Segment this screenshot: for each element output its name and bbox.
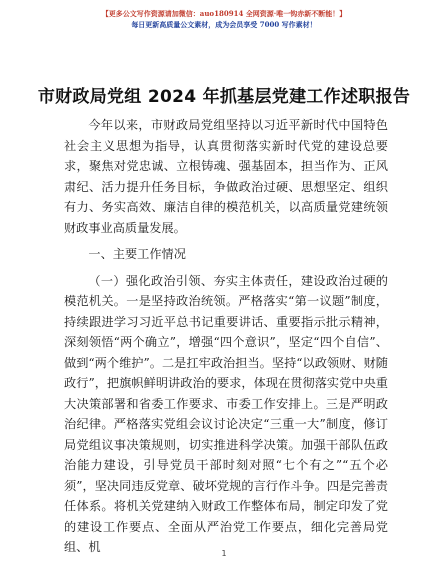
- promo-banner-line1: 【更多公文写作资源请加微信：auo180914 全网资源·唯一钩赤新不断能！】: [101, 9, 347, 18]
- intro-paragraph: 今年以来，市财政局党组坚持以习近平新时代中国特色社会主义思想为指导，认真贯彻落实新时代党的建设总要求，聚焦对党忠诚、立根铸魂、强基固本，担当作为、正风肃纪、活力提升任务目标，争做政治过硬、思想坚定、组织有力、务实高效、廉洁自律的模范机关，以高质量党建统领财政事业高质量发展。: [64, 118, 388, 235]
- body-paragraph: （一）强化政治引领、夯实主体责任，建设政治过硬的模范机关。一是坚持政治统领。严格落实“第一议题”制度，持续跟进学习习近平总书记重要讲话、重要指示批示精神，深刻领悟“两个确立”，增强“四个意识”，坚定“四个自信”、做到“两个维护”。二是扛牢政治担当。坚持“以政领财、财随政行”，把旗帜鲜明讲政治的要求，体现在贯彻落实党中央重大决策部署和省委工作要求、市委工作安排上。三是严明政治纪律。严格落实党组会议讨论决定“三重一大”制度，修订局党组议事决策规则，切实推进科学决策。加强干部队伍政治能力建设，引导党员干部时刻对照“七个有之”“五个必须”，坚决同违反党章、破坏党规的言行作斗争。四是完善责任体系。将机关党建纳入财政工作整体布局，制定印发了党的建设工作要点、全面从严治党工作要点，细化完善局党组、机: [64, 273, 388, 554]
- promo-banner-line2: 每日更新高质量公文素材，成为会员享受 7000 写作素材！: [131, 20, 317, 29]
- promo-banner: [0, 8, 448, 30]
- document-body: [64, 115, 388, 558]
- document-title: 市财政局党组 2024 年抓基层党建工作述职报告: [37, 87, 411, 107]
- page-number: 1: [221, 549, 227, 558]
- section-heading: 一、主要工作情况: [88, 247, 186, 261]
